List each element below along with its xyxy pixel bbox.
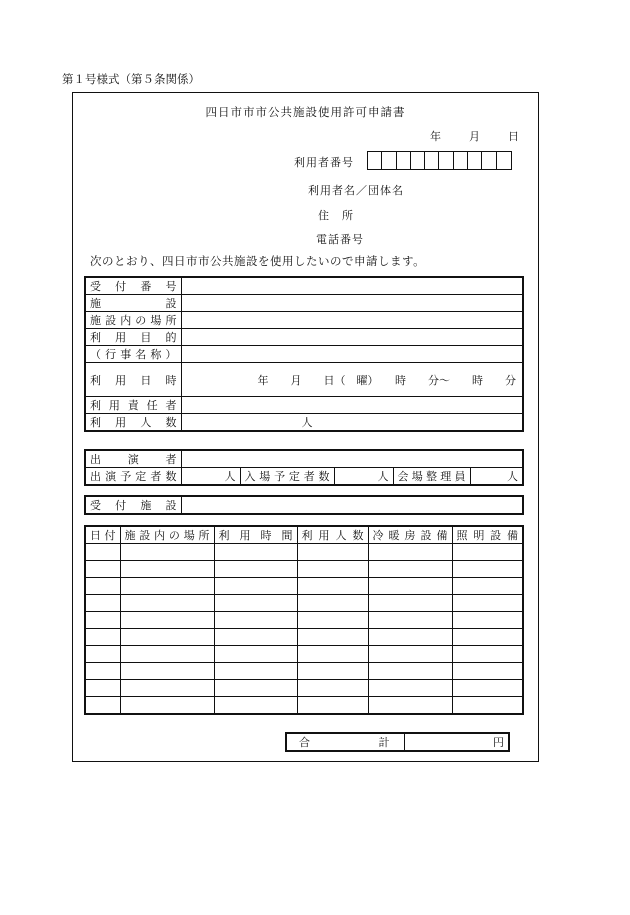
schedule-body: [85, 544, 523, 714]
purpose-field[interactable]: [181, 329, 523, 346]
schedule-header-hvac: 冷暖房設備: [368, 526, 452, 544]
schedule-cell[interactable]: [368, 663, 452, 680]
place-field[interactable]: [181, 312, 523, 329]
schedule-row: [85, 646, 523, 663]
reception-facility-field[interactable]: [181, 496, 523, 514]
purpose-label: 利用目的: [85, 329, 181, 346]
count-label: 利用人数: [85, 414, 181, 432]
visitors-field[interactable]: [334, 468, 393, 486]
schedule-cell[interactable]: [368, 561, 452, 578]
schedule-cell[interactable]: [297, 612, 368, 629]
schedule-cell[interactable]: [452, 595, 523, 612]
application-statement: 次のとおり、四日市市公共施設を使用したいので申請します。: [90, 254, 426, 268]
schedule-cell[interactable]: [452, 680, 523, 697]
schedule-cell[interactable]: [85, 561, 120, 578]
schedule-cell[interactable]: [214, 680, 297, 697]
place-label: 施設内の場所: [85, 312, 181, 329]
address-label: 住 所: [318, 209, 354, 222]
schedule-cell[interactable]: [368, 646, 452, 663]
schedule-cell[interactable]: [368, 680, 452, 697]
count-unit: 人: [301, 416, 313, 429]
planned-label: 出演予定者数: [85, 468, 181, 486]
schedule-cell[interactable]: [452, 646, 523, 663]
datetime-field[interactable]: 年 月 日（ 曜） 時 分～ 時 分: [181, 363, 523, 397]
schedule-row: [85, 680, 523, 697]
schedule-cell[interactable]: [368, 578, 452, 595]
schedule-row: [85, 544, 523, 561]
receipt-number-label: 受付番号: [85, 277, 181, 295]
schedule-cell[interactable]: [297, 646, 368, 663]
facility-field[interactable]: [181, 295, 523, 312]
receipt-number-field[interactable]: [181, 277, 523, 295]
schedule-cell[interactable]: [214, 612, 297, 629]
reception-facility-label: 受付施設: [85, 496, 181, 514]
responsible-label: 利用責任者: [85, 397, 181, 414]
schedule-cell[interactable]: [120, 578, 214, 595]
schedule-cell[interactable]: [120, 612, 214, 629]
visitors-unit: 人: [377, 470, 389, 483]
schedule-cell[interactable]: [368, 544, 452, 561]
event-name-label: （行事名称）: [85, 346, 181, 363]
applicant-name-label: 利用者名／団体名: [308, 184, 404, 197]
schedule-cell[interactable]: [368, 629, 452, 646]
total-table: [285, 732, 510, 752]
total-unit: 円: [493, 736, 504, 749]
schedule-cell[interactable]: [297, 629, 368, 646]
schedule-cell[interactable]: [85, 629, 120, 646]
responsible-field[interactable]: [181, 397, 523, 414]
planned-field[interactable]: [181, 468, 240, 486]
total-field[interactable]: [404, 733, 509, 751]
schedule-cell[interactable]: [452, 629, 523, 646]
schedule-cell[interactable]: [452, 578, 523, 595]
datetime-label: 利用日時: [85, 363, 181, 397]
facility-label: 施設: [85, 295, 181, 312]
staff-label: 会場整理員: [393, 468, 470, 486]
schedule-cell[interactable]: [297, 697, 368, 714]
staff-unit: 人: [507, 470, 518, 483]
schedule-row: [85, 697, 523, 714]
schedule-row: [85, 629, 523, 646]
count-field[interactable]: [181, 414, 523, 432]
schedule-header-count: 利用人数: [297, 526, 368, 544]
visitors-label: 入場予定者数: [240, 468, 334, 486]
schedule-cell[interactable]: [214, 697, 297, 714]
form-id: 第１号様式（第５条関係）: [62, 72, 200, 86]
performers-table: [84, 449, 524, 486]
staff-field[interactable]: [470, 468, 523, 486]
schedule-cell[interactable]: [297, 578, 368, 595]
schedule-cell[interactable]: [85, 612, 120, 629]
schedule-cell[interactable]: [85, 663, 120, 680]
schedule-cell[interactable]: [85, 544, 120, 561]
user-number-label: 利用者番号: [294, 156, 354, 169]
main-info-table: [84, 276, 524, 432]
schedule-cell[interactable]: [120, 561, 214, 578]
schedule-header-time: 利用時間: [214, 526, 297, 544]
schedule-cell[interactable]: [120, 697, 214, 714]
schedule-cell[interactable]: [368, 697, 452, 714]
schedule-row: [85, 612, 523, 629]
schedule-cell[interactable]: [120, 663, 214, 680]
schedule-cell[interactable]: [297, 595, 368, 612]
schedule-cell[interactable]: [214, 544, 297, 561]
schedule-cell[interactable]: [214, 663, 297, 680]
schedule-row: [85, 663, 523, 680]
schedule-row: [85, 561, 523, 578]
schedule-row: [85, 595, 523, 612]
schedule-header-place: 施設内の場所: [120, 526, 214, 544]
schedule-cell[interactable]: [85, 680, 120, 697]
schedule-cell[interactable]: [120, 680, 214, 697]
phone-label: 電話番号: [316, 233, 364, 246]
schedule-cell[interactable]: [452, 561, 523, 578]
schedule-cell[interactable]: [368, 595, 452, 612]
schedule-cell[interactable]: [214, 595, 297, 612]
schedule-cell[interactable]: [120, 595, 214, 612]
date-year: 年: [430, 130, 441, 143]
reception-facility-table: [84, 495, 524, 515]
schedule-cell[interactable]: [120, 646, 214, 663]
event-name-field[interactable]: [181, 346, 523, 363]
date-day: 日: [508, 130, 519, 143]
schedule-row: [85, 578, 523, 595]
schedule-header-lighting: 照明設備: [452, 526, 523, 544]
schedule-cell[interactable]: [85, 578, 120, 595]
schedule-cell[interactable]: [297, 544, 368, 561]
schedule-cell[interactable]: [297, 663, 368, 680]
performer-field[interactable]: [181, 450, 523, 468]
performer-label: 出演者: [85, 450, 181, 468]
schedule-cell[interactable]: [452, 697, 523, 714]
user-number-boxes[interactable]: [367, 151, 512, 170]
schedule-cell[interactable]: [120, 544, 214, 561]
schedule-cell[interactable]: [85, 697, 120, 714]
schedule-cell[interactable]: [368, 612, 452, 629]
schedule-table: [84, 525, 524, 715]
schedule-cell[interactable]: [214, 646, 297, 663]
schedule-cell[interactable]: [452, 612, 523, 629]
schedule-cell[interactable]: [85, 646, 120, 663]
form-title: 四日市市市公共施設使用許可申請書: [205, 105, 406, 119]
schedule-cell[interactable]: [85, 595, 120, 612]
schedule-header-date: 日付: [85, 526, 120, 544]
schedule-cell[interactable]: [297, 561, 368, 578]
schedule-cell[interactable]: [214, 578, 297, 595]
schedule-cell[interactable]: [452, 663, 523, 680]
date-month: 月: [469, 130, 480, 143]
schedule-cell[interactable]: [297, 680, 368, 697]
planned-unit: 人: [224, 470, 236, 483]
schedule-cell[interactable]: [120, 629, 214, 646]
total-label-a: 合: [299, 736, 310, 749]
total-label-b: 計: [378, 736, 390, 749]
total-label: [286, 733, 404, 751]
schedule-cell[interactable]: [214, 629, 297, 646]
schedule-cell[interactable]: [214, 561, 297, 578]
schedule-cell[interactable]: [452, 544, 523, 561]
